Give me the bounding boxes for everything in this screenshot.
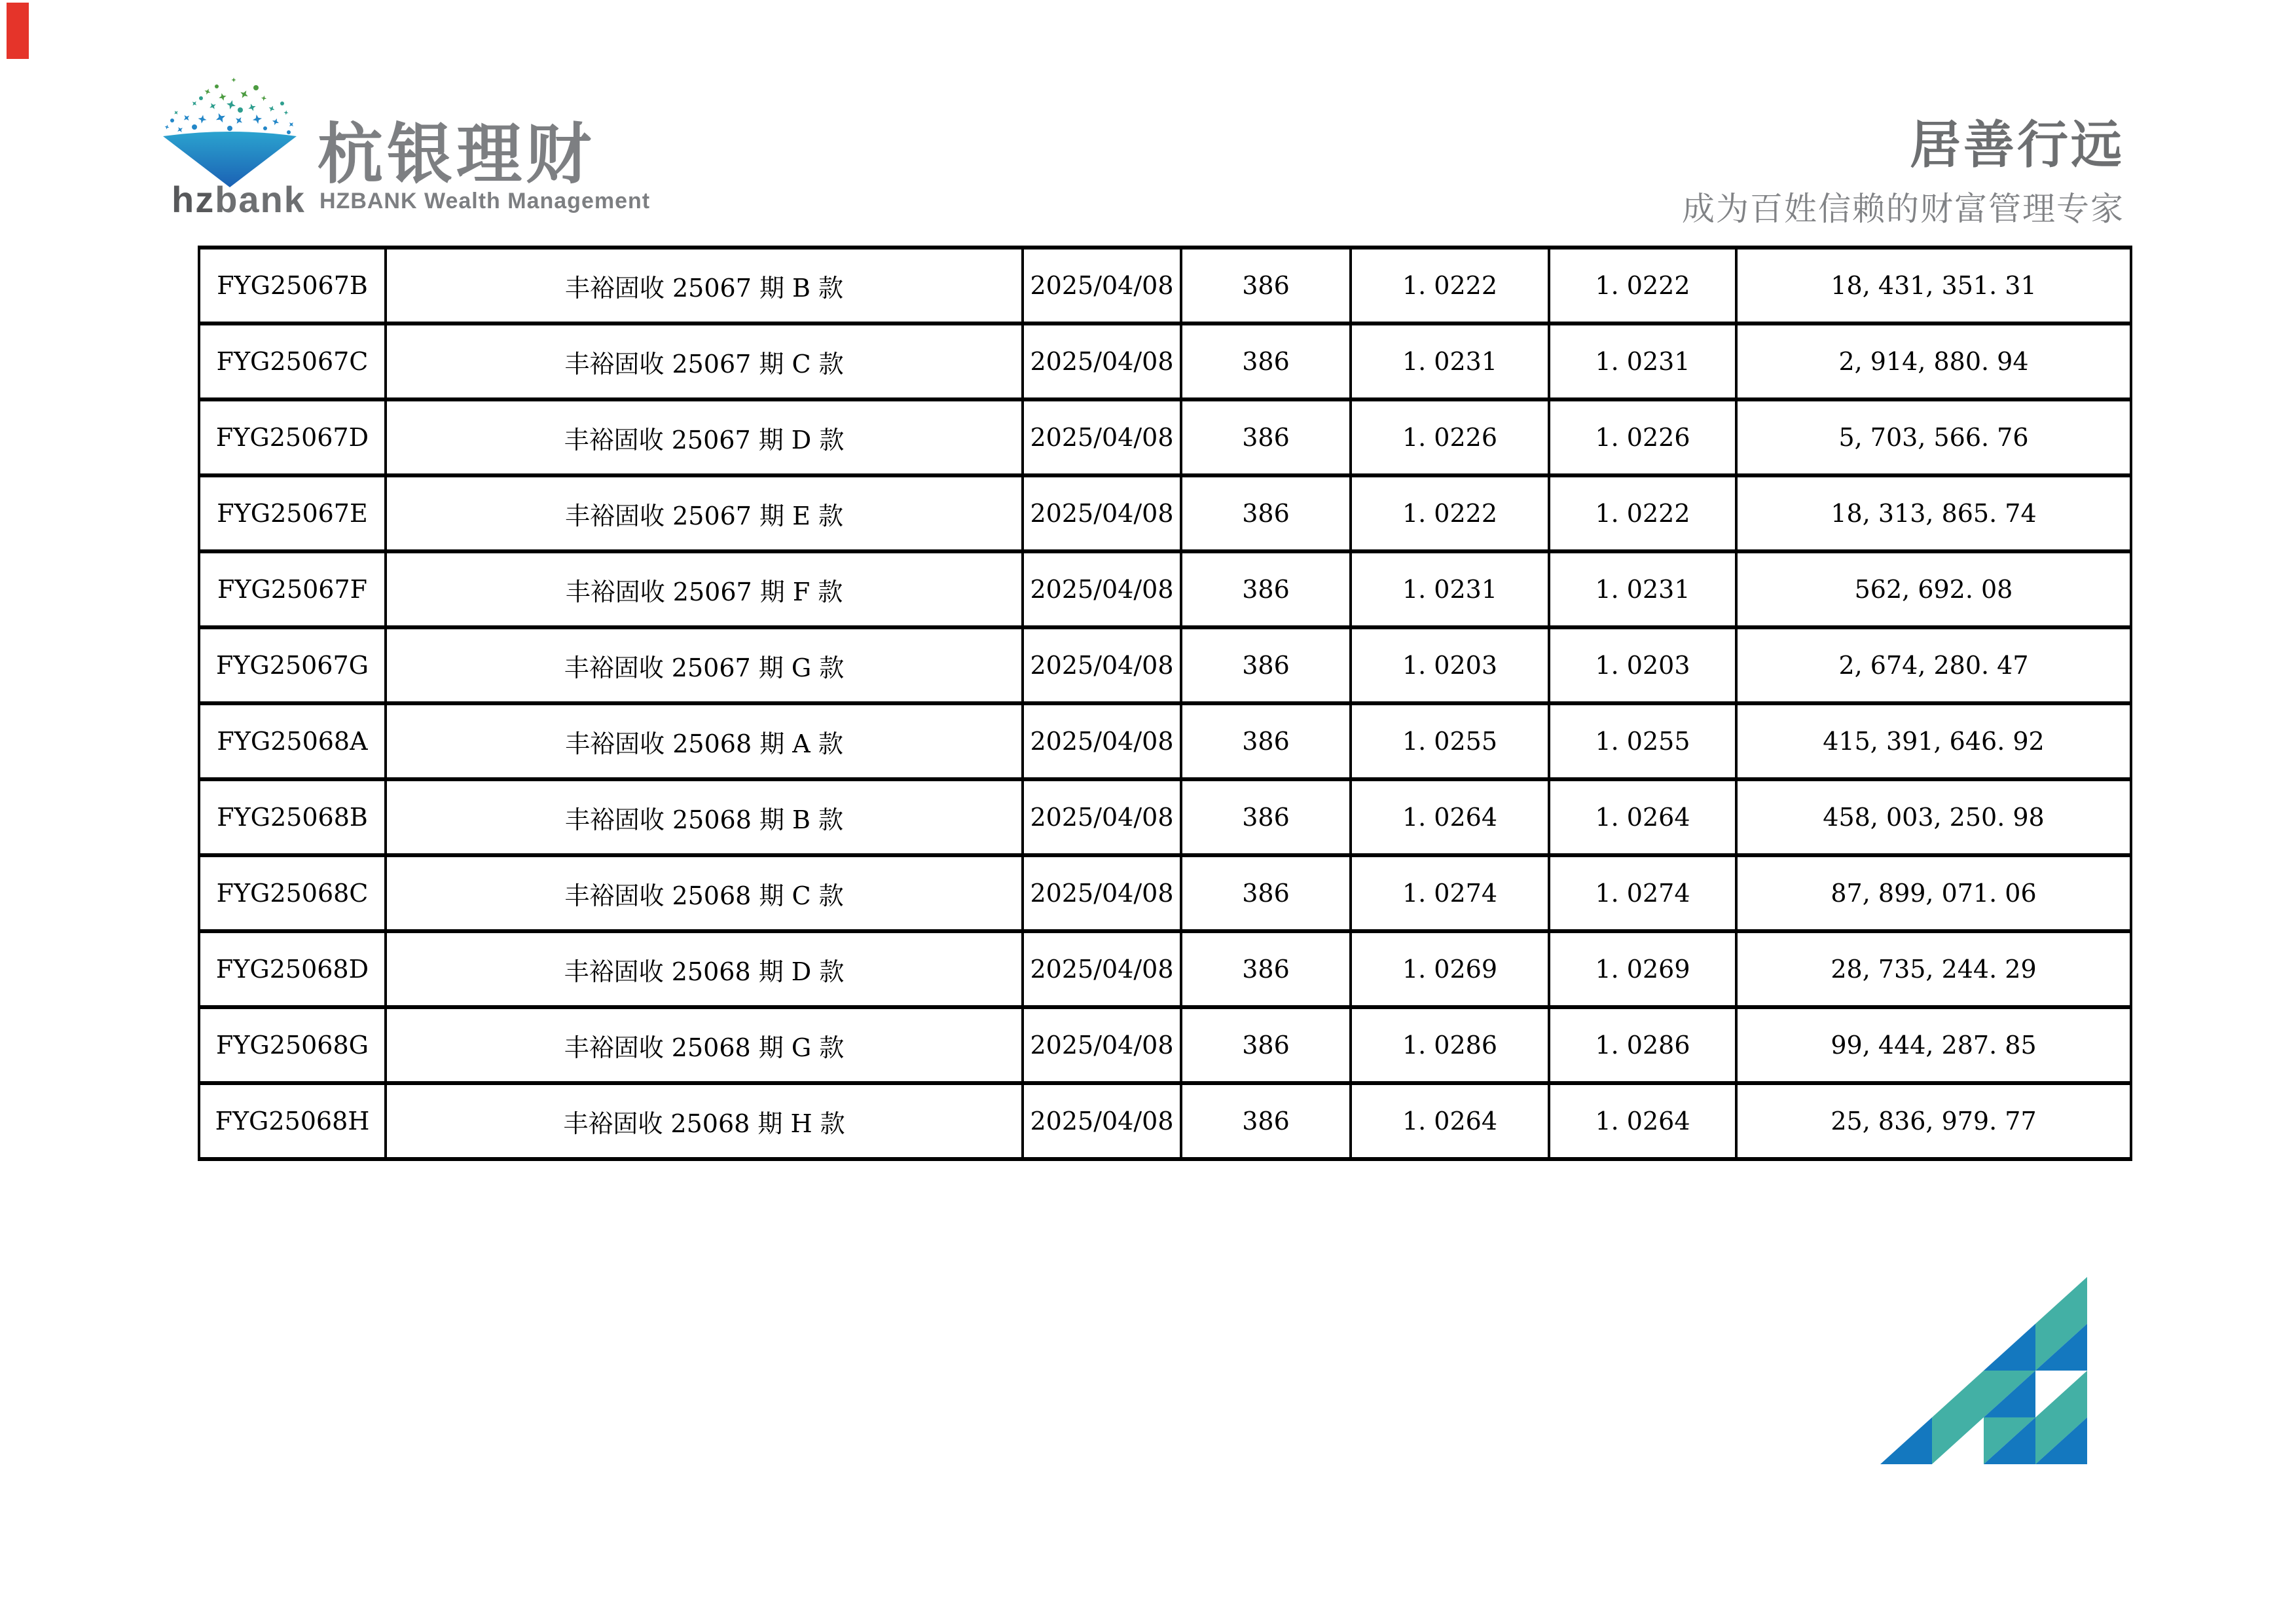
cell-product-code: FYG25068C (199, 855, 386, 931)
cell-product-code: FYG25067C (199, 323, 386, 399)
cell-valuation-date: 2025/04/08 (1023, 703, 1181, 779)
slogan-main: 居善行远 (1909, 116, 2124, 174)
hzbank-wordmark (172, 178, 306, 221)
cell-days: 386 (1181, 551, 1351, 627)
cell-cumulative-nav: 1. 0274 (1549, 855, 1736, 931)
brand-name-english: HZBANK Wealth Management (319, 189, 651, 213)
cell-product-name: 丰裕固收 25067 期 G 款 (386, 627, 1023, 703)
cell-valuation-date: 2025/04/08 (1023, 931, 1181, 1007)
hzbank-logo-icon (160, 72, 299, 189)
cell-cumulative-nav: 1. 0222 (1549, 475, 1736, 551)
cell-amount: 18, 431, 351. 31 (1736, 248, 2131, 323)
cell-days: 386 (1181, 931, 1351, 1007)
cell-product-name: 丰裕固收 25068 期 G 款 (386, 1007, 1023, 1083)
cell-unit-nav: 1. 0264 (1351, 1083, 1549, 1159)
triangle-mosaic-logo-icon (1880, 1277, 2087, 1464)
cell-unit-nav: 1. 0231 (1351, 323, 1549, 399)
cell-product-name: 丰裕固收 25067 期 B 款 (386, 248, 1023, 323)
cell-days: 386 (1181, 627, 1351, 703)
cell-unit-nav: 1. 0222 (1351, 475, 1549, 551)
cell-unit-nav: 1. 0222 (1351, 248, 1549, 323)
cell-product-code: FYG25067G (199, 627, 386, 703)
cell-days: 386 (1181, 475, 1351, 551)
cell-valuation-date: 2025/04/08 (1023, 1007, 1181, 1083)
cell-cumulative-nav: 1. 0231 (1549, 551, 1736, 627)
cell-days: 386 (1181, 399, 1351, 475)
cell-cumulative-nav: 1. 0269 (1549, 931, 1736, 1007)
cell-cumulative-nav: 1. 0286 (1549, 1007, 1736, 1083)
cell-valuation-date: 2025/04/08 (1023, 551, 1181, 627)
cell-product-name: 丰裕固收 25067 期 D 款 (386, 399, 1023, 475)
cell-amount: 5, 703, 566. 76 (1736, 399, 2131, 475)
cell-cumulative-nav: 1. 0231 (1549, 323, 1736, 399)
cell-product-name: 丰裕固收 25067 期 F 款 (386, 551, 1023, 627)
cell-product-name: 丰裕固收 25068 期 C 款 (386, 855, 1023, 931)
cell-cumulative-nav: 1. 0222 (1549, 248, 1736, 323)
cell-days: 386 (1181, 1007, 1351, 1083)
cell-valuation-date: 2025/04/08 (1023, 475, 1181, 551)
cell-product-code: FYG25068B (199, 779, 386, 855)
cell-unit-nav: 1. 0264 (1351, 779, 1549, 855)
cell-unit-nav: 1. 0226 (1351, 399, 1549, 475)
table-row (199, 551, 2131, 627)
cell-product-name: 丰裕固收 25068 期 A 款 (386, 703, 1023, 779)
table-row (199, 931, 2131, 1007)
cell-amount: 2, 674, 280. 47 (1736, 627, 2131, 703)
cell-amount: 25, 836, 979. 77 (1736, 1083, 2131, 1159)
cell-product-code: FYG25067D (199, 399, 386, 475)
cell-unit-nav: 1. 0269 (1351, 931, 1549, 1007)
hzbank-wordmark-bank: bank (215, 179, 306, 220)
cell-cumulative-nav: 1. 0203 (1549, 627, 1736, 703)
brand-name-chinese: 杭银理财 (318, 118, 595, 191)
cell-amount: 18, 313, 865. 74 (1736, 475, 2131, 551)
cell-product-name: 丰裕固收 25067 期 E 款 (386, 475, 1023, 551)
cell-valuation-date: 2025/04/08 (1023, 855, 1181, 931)
cell-amount: 28, 735, 244. 29 (1736, 931, 2131, 1007)
cell-amount: 415, 391, 646. 92 (1736, 703, 2131, 779)
cell-product-name: 丰裕固收 25068 期 H 款 (386, 1083, 1023, 1159)
cell-valuation-date: 2025/04/08 (1023, 399, 1181, 475)
cell-product-code: FYG25068D (199, 931, 386, 1007)
cell-cumulative-nav: 1. 0264 (1549, 779, 1736, 855)
cell-product-name: 丰裕固收 25068 期 B 款 (386, 779, 1023, 855)
cell-amount: 562, 692. 08 (1736, 551, 2131, 627)
cell-days: 386 (1181, 779, 1351, 855)
cell-product-code: FYG25068A (199, 703, 386, 779)
table-row (199, 248, 2131, 323)
cell-cumulative-nav: 1. 0226 (1549, 399, 1736, 475)
table-row (199, 323, 2131, 399)
cell-cumulative-nav: 1. 0264 (1549, 1083, 1736, 1159)
red-corner-mark (7, 3, 29, 59)
table-body (199, 248, 2131, 1159)
cell-days: 386 (1181, 855, 1351, 931)
table-row (199, 399, 2131, 475)
cell-days: 386 (1181, 248, 1351, 323)
table-row (199, 855, 2131, 931)
cell-product-code: FYG25067E (199, 475, 386, 551)
cell-product-code: FYG25068H (199, 1083, 386, 1159)
cell-valuation-date: 2025/04/08 (1023, 1083, 1181, 1159)
table-row (199, 475, 2131, 551)
cell-unit-nav: 1. 0274 (1351, 855, 1549, 931)
logo-leaves (164, 77, 295, 134)
table-row (199, 703, 2131, 779)
cell-amount: 2, 914, 880. 94 (1736, 323, 2131, 399)
table-row (199, 1083, 2131, 1159)
cell-product-name: 丰裕固收 25067 期 C 款 (386, 323, 1023, 399)
cell-days: 386 (1181, 703, 1351, 779)
cell-unit-nav: 1. 0203 (1351, 627, 1549, 703)
cell-valuation-date: 2025/04/08 (1023, 627, 1181, 703)
cell-amount: 458, 003, 250. 98 (1736, 779, 2131, 855)
cell-valuation-date: 2025/04/08 (1023, 779, 1181, 855)
product-nav-table (198, 246, 2132, 1161)
cell-product-name: 丰裕固收 25068 期 D 款 (386, 931, 1023, 1007)
cell-days: 386 (1181, 323, 1351, 399)
cell-valuation-date: 2025/04/08 (1023, 323, 1181, 399)
table-row (199, 1007, 2131, 1083)
cell-valuation-date: 2025/04/08 (1023, 248, 1181, 323)
cell-days: 386 (1181, 1083, 1351, 1159)
hzbank-wordmark-hz: hz (172, 179, 215, 220)
cell-unit-nav: 1. 0286 (1351, 1007, 1549, 1083)
cell-product-code: FYG25067B (199, 248, 386, 323)
cell-product-code: FYG25068G (199, 1007, 386, 1083)
slogan-sub: 成为百姓信赖的财富管理专家 (1682, 191, 2124, 227)
cell-unit-nav: 1. 0255 (1351, 703, 1549, 779)
cell-cumulative-nav: 1. 0255 (1549, 703, 1736, 779)
cell-product-code: FYG25067F (199, 551, 386, 627)
table-row (199, 627, 2131, 703)
cell-amount: 99, 444, 287. 85 (1736, 1007, 2131, 1083)
table-row (199, 779, 2131, 855)
cell-amount: 87, 899, 071. 06 (1736, 855, 2131, 931)
cell-unit-nav: 1. 0231 (1351, 551, 1549, 627)
